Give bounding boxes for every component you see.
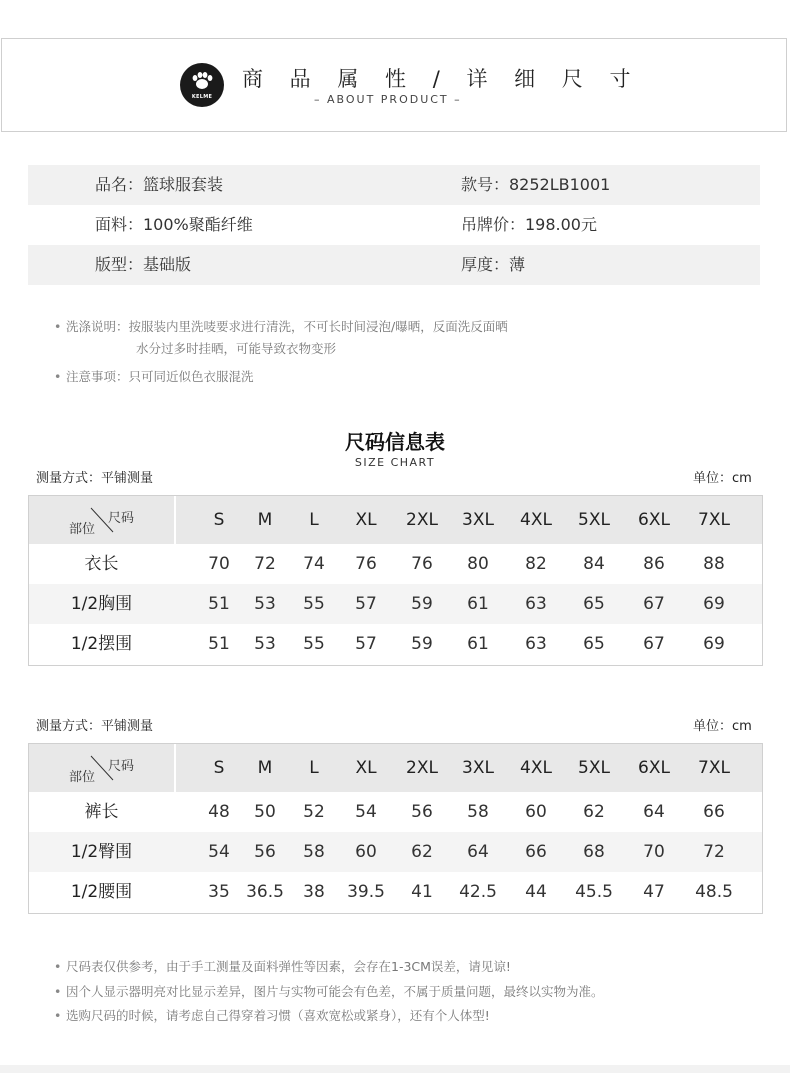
- measurement-cell: 54: [208, 842, 230, 862]
- size-header-cell: M: [257, 510, 273, 530]
- measurement-cell: 53: [254, 594, 276, 614]
- footer-note-text: 因个人显示器明亮对比显示差异，图片与实物可能会有色差，不属于质量问题，最终以实物为准。: [66, 983, 604, 999]
- measurement-cell: 66: [525, 842, 547, 862]
- size-header-cell: M: [257, 758, 273, 778]
- measurement-cell: 35: [208, 882, 230, 902]
- size-chart-subtitle: SIZE CHART: [354, 456, 436, 469]
- footer-note: [54, 1004, 604, 1029]
- logo-text: KELME: [191, 94, 213, 100]
- measurement-cell: 69: [703, 634, 725, 654]
- measurement-cell: 65: [583, 634, 605, 654]
- measurement-cell: 39.5: [347, 882, 385, 902]
- size-header-cell: 5XL: [578, 510, 610, 530]
- care-note-text: 水分过多时挂晒，可能导致衣物变形: [136, 341, 337, 356]
- measurement-cell: 51: [208, 634, 230, 654]
- size-header-cell: 3XL: [462, 510, 494, 530]
- measurement-cell: 36.5: [246, 882, 284, 902]
- footer-note: [54, 955, 604, 980]
- size-header-cell: 6XL: [638, 758, 670, 778]
- care-note: [54, 316, 508, 338]
- measurement-cell: 58: [303, 842, 325, 862]
- size-header-cell: 3XL: [462, 758, 494, 778]
- bullet: •: [54, 959, 62, 974]
- measure-method: 测量方式：平铺测量: [36, 471, 154, 486]
- measurement-cell: 57: [355, 594, 377, 614]
- measurement-cell: 61: [467, 594, 489, 614]
- measurement-cell: 55: [303, 634, 325, 654]
- kelme-logo: [180, 63, 224, 107]
- measurement-cell: 64: [643, 802, 665, 822]
- header-divider: [174, 744, 176, 792]
- measurement-cell: 72: [703, 842, 725, 862]
- size-header-cell: XL: [355, 758, 377, 778]
- measurement-cell: 48: [208, 802, 230, 822]
- measurement-cell: 61: [467, 634, 489, 654]
- size-header-cell: 7XL: [698, 758, 730, 778]
- measurement-cell: 58: [467, 802, 489, 822]
- corner-part-label: 部位: [69, 522, 96, 537]
- bullet: •: [54, 983, 62, 999]
- measurement-cell: 48.5: [695, 882, 733, 902]
- table-header-row: [29, 496, 762, 544]
- corner-size-label: 尺码: [108, 759, 135, 774]
- bullet: •: [54, 369, 62, 384]
- size-chart-title: 尺码信息表: [345, 430, 445, 454]
- measurement-cell: 65: [583, 594, 605, 614]
- measurement-cell: 76: [411, 554, 433, 574]
- measurement-cell: 84: [583, 554, 605, 574]
- footer-note-text: 尺码表仅供参考，由于手工测量及面料弹性等因素，会存在1-3CM误差，请见谅!: [66, 959, 511, 974]
- measurement-cell: 72: [254, 554, 276, 574]
- measurement-cell: 86: [643, 554, 665, 574]
- measurement-cell: 82: [525, 554, 547, 574]
- measurement-cell: 62: [411, 842, 433, 862]
- size-header-cell: 6XL: [638, 510, 670, 530]
- measurement-cell: 63: [525, 594, 547, 614]
- measurement-cell: 42.5: [459, 882, 497, 902]
- measurement-cell: 59: [411, 594, 433, 614]
- measurement-cell: 68: [583, 842, 605, 862]
- size-header-cell: 4XL: [520, 510, 552, 530]
- row-label: 1/2胸围: [70, 594, 133, 614]
- size-header-cell: 4XL: [520, 758, 552, 778]
- corner-part-label: 部位: [69, 770, 96, 785]
- table-row: [29, 584, 762, 624]
- row-label: 1/2腰围: [70, 882, 133, 902]
- row-label: 衣长: [84, 554, 119, 574]
- attribute-price: 吊牌价：198.00元: [461, 215, 597, 234]
- bottom-band: [0, 1065, 790, 1073]
- measurement-cell: 67: [643, 594, 665, 614]
- care-note-text: 洗涤说明：按服装内里洗唛要求进行清洗，不可长时间浸泡/曝晒，反面洗反面晒: [66, 319, 508, 334]
- attribute-row: [28, 165, 760, 205]
- care-note-continued: [54, 338, 508, 360]
- measurement-cell: 51: [208, 594, 230, 614]
- measurement-cell: 60: [355, 842, 377, 862]
- section-title: 商 品 属 性 / 详 细 尺 寸: [242, 67, 641, 91]
- corner-diagonal-line: [29, 496, 174, 544]
- measurement-cell: 45.5: [575, 882, 613, 902]
- measurement-cell: 60: [525, 802, 547, 822]
- table-row: [29, 624, 762, 664]
- measurement-cell: 63: [525, 634, 547, 654]
- measure-unit: 单位：cm: [693, 719, 752, 734]
- measurement-cell: 69: [703, 594, 725, 614]
- size-header-cell: S: [213, 758, 225, 778]
- attribute-style-number: 款号：8252LB1001: [461, 175, 611, 194]
- measurement-cell: 38: [303, 882, 325, 902]
- footer-note-text: 选购尺码的时候，请考虑自己得穿着习惯（喜欢宽松或紧身），还有个人体型!: [66, 1008, 490, 1023]
- row-label: 1/2臀围: [70, 842, 133, 862]
- row-label: 裤长: [84, 802, 119, 822]
- measurement-cell: 59: [411, 634, 433, 654]
- size-header-cell: 7XL: [698, 510, 730, 530]
- size-table-top: [28, 495, 763, 666]
- size-table-bottom: [28, 743, 763, 914]
- care-note: [54, 366, 508, 388]
- measurement-cell: 88: [703, 554, 725, 574]
- size-header-cell: S: [213, 510, 225, 530]
- care-note-text: 注意事项：只可同近似色衣服混洗: [66, 369, 254, 384]
- care-notes: [54, 316, 508, 388]
- measurement-cell: 70: [643, 842, 665, 862]
- attribute-fit: 版型：基础版: [95, 255, 192, 274]
- product-attributes: [28, 165, 760, 285]
- table-corner-cell: [29, 744, 174, 792]
- bullet: •: [54, 319, 62, 334]
- measurement-cell: 50: [254, 802, 276, 822]
- corner-size-label: 尺码: [108, 511, 135, 526]
- measurement-cell: 62: [583, 802, 605, 822]
- size-header-cell: 5XL: [578, 758, 610, 778]
- header-box: [1, 38, 787, 132]
- measurement-cell: 52: [303, 802, 325, 822]
- measure-method: 测量方式：平铺测量: [36, 719, 154, 734]
- measurement-cell: 56: [411, 802, 433, 822]
- measurement-cell: 47: [643, 882, 665, 902]
- measurement-cell: 56: [254, 842, 276, 862]
- attribute-thickness: 厚度：薄: [461, 255, 526, 274]
- size-header-cell: 2XL: [406, 510, 438, 530]
- measurement-cell: 67: [643, 634, 665, 654]
- measurement-cell: 66: [703, 802, 725, 822]
- attribute-name: 品名：篮球服套装: [95, 175, 224, 194]
- row-label: 1/2摆围: [70, 634, 133, 654]
- measure-unit: 单位：cm: [693, 471, 752, 486]
- table-row: [29, 832, 762, 872]
- size-header-cell: L: [309, 510, 319, 530]
- table-corner-cell: [29, 496, 174, 544]
- measurement-cell: 57: [355, 634, 377, 654]
- size-header-cell: XL: [355, 510, 377, 530]
- measurement-cell: 74: [303, 554, 325, 574]
- attribute-fabric: 面料：100%聚酯纤维: [95, 215, 253, 234]
- measurement-cell: 53: [254, 634, 276, 654]
- size-header-cell: L: [309, 758, 319, 778]
- footer-notes: [54, 955, 604, 1029]
- size-header-cell: 2XL: [406, 758, 438, 778]
- measurement-cell: 55: [303, 594, 325, 614]
- footer-note: [54, 980, 604, 1005]
- bullet: •: [54, 1008, 62, 1023]
- attribute-row: [28, 205, 760, 245]
- corner-diagonal-line: [29, 744, 174, 792]
- attribute-row: [28, 245, 760, 285]
- measurement-cell: 54: [355, 802, 377, 822]
- table-header-row: [29, 744, 762, 792]
- measurement-cell: 64: [467, 842, 489, 862]
- header-divider: [174, 496, 176, 544]
- measurement-cell: 76: [355, 554, 377, 574]
- measurement-cell: 41: [411, 882, 433, 902]
- paw-icon: [180, 63, 224, 107]
- table-row: [29, 544, 762, 584]
- table-row: [29, 792, 762, 832]
- measurement-cell: 44: [525, 882, 547, 902]
- section-subtitle: – ABOUT PRODUCT –: [314, 93, 462, 106]
- measurement-cell: 80: [467, 554, 489, 574]
- measurement-cell: 70: [208, 554, 230, 574]
- table-row: [29, 872, 762, 912]
